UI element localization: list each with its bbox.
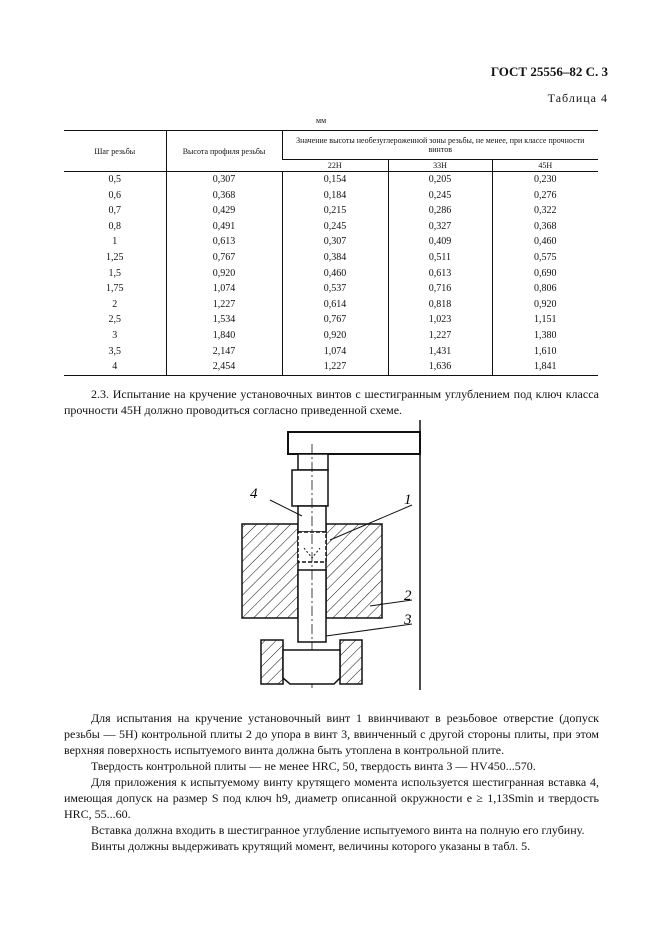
table-cell: 2,454 xyxy=(166,359,282,375)
table-cell: 0,205 xyxy=(388,172,492,188)
table-cell: 0,613 xyxy=(388,266,492,282)
table-cell: 0,184 xyxy=(282,188,388,204)
screw-head xyxy=(283,650,340,684)
table-cell: 3 xyxy=(112,329,118,341)
table-cell: 0,322 xyxy=(492,203,598,219)
table-row xyxy=(64,250,598,266)
body-paragraph-4: Вставка должна входить в шестигранное углубление испытуемого винта на полную его глубину. xyxy=(91,823,585,837)
table-cell: 1,75 xyxy=(106,283,124,295)
table-cell: 0,511 xyxy=(388,250,492,266)
header-class-33h: 33Н xyxy=(388,160,492,172)
table-cell: 0,215 xyxy=(282,203,388,219)
table-cell: 0,286 xyxy=(388,203,492,219)
table-cell: 0,920 xyxy=(166,266,282,282)
table-cell: 0,154 xyxy=(282,172,388,188)
table-cell: 1,534 xyxy=(166,312,282,328)
table-cell: 1,610 xyxy=(492,344,598,360)
label-1: 1 xyxy=(404,492,412,508)
table-cell: 2 xyxy=(112,298,118,310)
table-cell: 0,920 xyxy=(492,297,598,313)
table-cell: 0,575 xyxy=(492,250,598,266)
table-cell: 0,614 xyxy=(282,297,388,313)
document-header: ГОСТ 25556–82 С. 3 xyxy=(490,64,608,79)
body-paragraph-5: Винты должны выдерживать крутящий момент, величины которого указаны в табл. 5. xyxy=(91,839,531,853)
table-cell: 0,245 xyxy=(388,188,492,204)
table-cell: 0,537 xyxy=(282,281,388,297)
wrench-body xyxy=(298,454,328,470)
table-cell: 0,368 xyxy=(492,219,598,235)
table-cell: 1,840 xyxy=(166,328,282,344)
table-row xyxy=(64,281,598,297)
table-cell: 0,920 xyxy=(282,328,388,344)
table-row xyxy=(64,312,598,328)
body-paragraph-1: Для испытания на кручение установочный винт 1 ввинчивают в резьбовое отверстие (допуск резьбы — 5Н) контрольной плиты 2 до упора в винт 3, ввинченный с другой стороны плиты, при этом верхняя поверхность испытуемого винта должна быть утоплена в контрольной плите. xyxy=(64,711,599,757)
table-row xyxy=(64,297,598,313)
table-cell: 0,491 xyxy=(166,219,282,235)
table-cell: 1,074 xyxy=(282,344,388,360)
table-row xyxy=(64,234,598,250)
paragraph-text: 2.3. Испытание на кручение установочных винтов с шестигранным углублением под ключ класса прочности 45Н должно проводиться согласно приведенной схеме. xyxy=(64,387,599,417)
table-cell: 0,460 xyxy=(282,266,388,282)
wrench-handle xyxy=(288,432,420,454)
data-table xyxy=(64,130,598,376)
table-cell: 2,147 xyxy=(166,344,282,360)
table-cell: 0,5 xyxy=(108,174,121,185)
table-cell: 0,818 xyxy=(388,297,492,313)
table-row xyxy=(64,328,598,344)
table-cell: 0,8 xyxy=(108,220,121,232)
table-cell: 1,023 xyxy=(388,312,492,328)
table-cell: 0,245 xyxy=(282,219,388,235)
table-cell: 1,227 xyxy=(166,297,282,313)
table-cell: 0,230 xyxy=(492,172,598,188)
table-row xyxy=(64,172,598,188)
body-paragraph-2: Твердость контрольной плиты — не менее HRC, 50, твердость винта 3 — HV450...570. xyxy=(91,759,536,773)
table-cell: 1,074 xyxy=(166,281,282,297)
table-cell: 1,227 xyxy=(388,328,492,344)
table-row xyxy=(64,266,598,282)
table-cell: 0,767 xyxy=(282,312,388,328)
base-block-right xyxy=(340,640,362,684)
table-cell: 0,327 xyxy=(388,219,492,235)
table-cell: 0,460 xyxy=(492,234,598,250)
table-row xyxy=(64,359,598,375)
table-cell: 0,307 xyxy=(166,172,282,188)
table-row xyxy=(64,344,598,360)
header-profile-height: Высота профиля резьбы xyxy=(166,131,282,172)
table-cell: 1 xyxy=(112,236,118,248)
hex-insert-holder xyxy=(292,470,328,506)
table-cell: 0,613 xyxy=(166,234,282,250)
table-cell: 0,429 xyxy=(166,203,282,219)
table-cell: 3,5 xyxy=(108,345,121,357)
table-number: Таблица 4 xyxy=(547,91,608,105)
header-thread-pitch: Шаг резьбы xyxy=(64,131,166,172)
body-paragraph-3: Для приложения к испытуемому винту крутящего момента используется шестигранная вставка 4, имеющая допуск на размер S под ключ h9, диаметр описанной окружности e ≥ 1,13Smin и твердость HRC, 55...60. xyxy=(64,775,599,821)
table-row xyxy=(64,219,598,235)
table-cell: 1,5 xyxy=(108,267,121,279)
table-cell: 0,307 xyxy=(282,234,388,250)
label-2: 2 xyxy=(404,588,412,604)
label-3: 3 xyxy=(404,612,412,628)
table-cell: 1,841 xyxy=(492,359,598,375)
table-cell: 1,636 xyxy=(388,359,492,375)
table-row xyxy=(64,188,598,204)
table-cell: 0,368 xyxy=(166,188,282,204)
table-cell: 0,7 xyxy=(108,205,121,217)
header-group: Значение высоты необезуглероженной зоны резьбы, не менее, при классе прочности винтов xyxy=(282,131,598,160)
test-scheme-figure xyxy=(230,420,430,692)
body-text xyxy=(64,710,599,854)
base-block-left xyxy=(261,640,283,684)
table-cell: 1,25 xyxy=(106,251,124,263)
table-cell: 0,716 xyxy=(388,281,492,297)
table-cell: 0,767 xyxy=(166,250,282,266)
header-class-22h: 22Н xyxy=(282,160,388,172)
table-cell: 1,431 xyxy=(388,344,492,360)
table-cell: 0,276 xyxy=(492,188,598,204)
table-cell: 0,690 xyxy=(492,266,598,282)
table-cell: 1,380 xyxy=(492,328,598,344)
table-row xyxy=(64,203,598,219)
table-cell: 1,151 xyxy=(492,312,598,328)
control-plate-left xyxy=(242,524,298,618)
label-4: 4 xyxy=(250,486,258,502)
table-cell: 0,806 xyxy=(492,281,598,297)
table-cell: 0,409 xyxy=(388,234,492,250)
table-cell: 0,6 xyxy=(108,189,121,201)
table-cell: 2,5 xyxy=(108,314,121,326)
paragraph-2-3 xyxy=(64,386,599,418)
header-class-45h: 45Н xyxy=(492,160,598,172)
table-cell: 0,384 xyxy=(282,250,388,266)
table-cell: 1,227 xyxy=(282,359,388,375)
table-cell: 4 xyxy=(64,359,166,375)
table-unit: мм xyxy=(316,116,327,125)
